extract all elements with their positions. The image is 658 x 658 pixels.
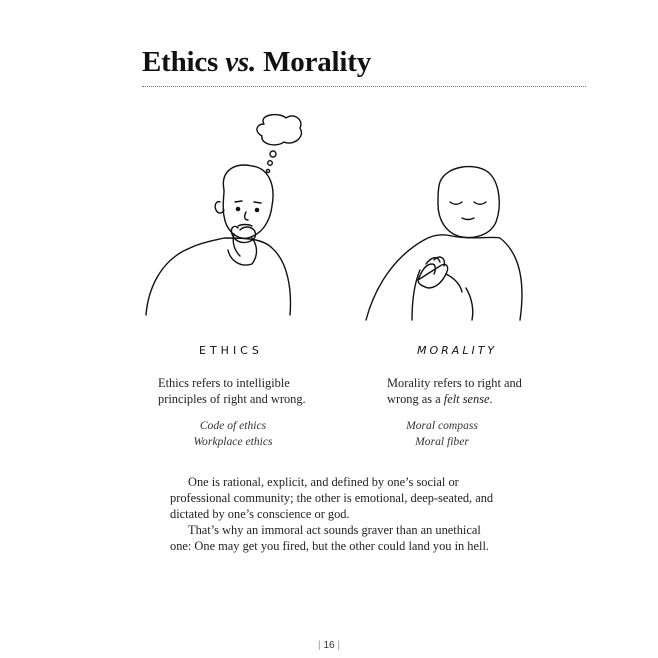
thought-dot-medium <box>268 161 273 166</box>
morality-head <box>438 167 499 238</box>
page-title <box>142 46 371 79</box>
title-ethics: Ethics <box>142 46 219 78</box>
morality-hand-icon <box>418 257 448 288</box>
body-p2-line2: one: One may get you fired, but the other could land you in hell. <box>170 539 489 553</box>
title-morality: Morality <box>263 46 372 78</box>
morality-definition-line2-prefix: wrong as a <box>387 392 444 406</box>
ethics-examples <box>178 418 288 450</box>
morality-example-2: Moral fiber <box>415 435 469 448</box>
ethics-definition-line1: Ethics refers to intelligible <box>158 376 290 390</box>
morality-illustration <box>362 160 532 325</box>
ethics-illustration <box>140 110 310 325</box>
morality-definition-line2-suffix: . <box>489 392 493 406</box>
body-paragraph-1 <box>170 474 510 522</box>
morality-definition-line1: Morality refers to right and <box>387 376 522 390</box>
ethics-body <box>146 238 290 315</box>
thought-dot-small <box>266 169 269 172</box>
body-p1-line2: professional community; the other is emotional, deep-seated, and <box>170 491 494 505</box>
title-vs: vs. <box>225 46 257 78</box>
morality-examples <box>387 418 497 450</box>
body-paragraph-2 <box>170 522 510 554</box>
body-text <box>170 474 510 554</box>
morality-definition <box>387 375 522 407</box>
body-p2-line1: That’s why an immoral act sounds graver than an unethical <box>188 523 481 537</box>
morality-caption: MORALITY <box>417 344 498 357</box>
page-number-value: 16 <box>323 640 335 651</box>
morality-definition-emphasis: felt sense <box>443 392 490 406</box>
ethics-example-2: Workplace ethics <box>193 435 273 448</box>
body-p1-line3: dictated by one’s conscience or god. <box>170 507 350 521</box>
title-divider <box>142 86 586 87</box>
ethics-definition <box>158 375 306 407</box>
ethics-caption: ETHICS <box>199 344 263 357</box>
body-p1-line1: One is rational, explicit, and defined by one’s social or <box>188 475 459 489</box>
page-number: | 16 | <box>318 640 340 651</box>
thought-bubble-icon <box>257 115 302 145</box>
morality-example-1: Moral compass <box>406 419 478 432</box>
ethics-definition-line2: principles of right and wrong. <box>158 392 306 406</box>
thought-dot-large <box>270 151 276 157</box>
ethics-example-1: Code of ethics <box>199 419 267 432</box>
